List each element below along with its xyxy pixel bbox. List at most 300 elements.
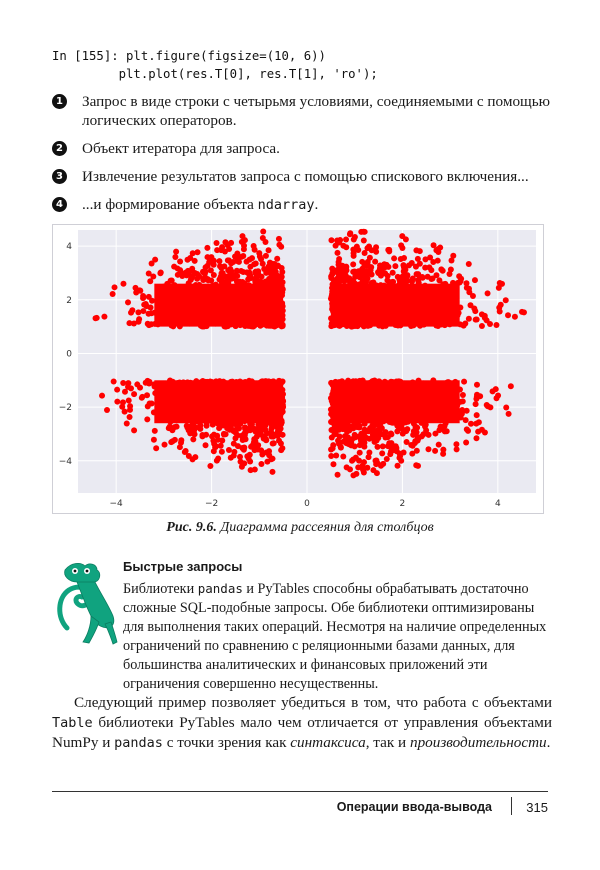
scatter-point [433,394,439,400]
scatter-point [249,409,255,415]
scatter-point [328,315,334,321]
scatter-point [151,437,157,443]
scatter-point [351,318,357,324]
scatter-point [409,318,415,324]
scatter-point [401,449,407,455]
scatter-point [346,275,352,281]
scatter-point [246,272,252,278]
scatter-point [393,384,399,390]
scatter-point [472,308,478,314]
scatter-point [331,398,337,404]
scatter-point [235,314,241,320]
scatter-point [240,269,246,275]
scatter-point [403,427,409,433]
scatter-point [218,308,224,314]
scatter-point [125,299,131,305]
scatter-point [505,312,511,318]
scatter-point [256,392,262,398]
scatter-point [433,321,439,327]
footer-rule [52,791,548,792]
scatter-point [230,289,236,295]
scatter-point [336,415,342,421]
scatter-point [412,440,418,446]
scatter-point [398,242,404,248]
scatter-point [227,295,233,301]
scatter-point [183,448,189,454]
scatter-point [248,382,254,388]
scatter-point [393,392,399,398]
scatter-point [218,274,224,280]
scatter-point [248,416,254,422]
scatter-point [141,302,147,308]
scatter-point [220,281,226,287]
scatter-point [376,270,382,276]
scatter-point [278,426,284,432]
scatter-point [190,436,196,442]
scatter-point [410,409,416,415]
scatter-point [399,276,405,282]
scatter-point [350,261,356,267]
scatter-point [462,321,468,327]
scatter-point [197,426,203,432]
scatter-point [176,286,182,292]
scatter-point [241,447,247,453]
scatter-point [269,469,275,475]
scatter-point [159,411,165,417]
scatter-point [252,318,258,324]
scatter-point [112,284,118,290]
scatter-point [496,305,502,311]
scatter-point [267,260,273,266]
scatter-point [472,277,478,283]
callout-item [52,167,552,186]
scatter-point [157,384,163,390]
scatter-point [131,427,137,433]
scatter-point [386,303,392,309]
scatter-point [368,264,374,270]
scatter-point [364,245,370,251]
scatter-point [187,284,193,290]
note-box [123,557,553,694]
scatter-point [192,454,198,460]
code-block [52,47,378,83]
scatter-point [216,425,222,431]
scatter-point [192,407,198,413]
scatter-point [259,400,265,406]
scatter-point [257,254,263,260]
scatter-point [361,237,367,243]
scatter-point [375,309,381,315]
scatter-point [152,257,158,263]
scatter-point [433,247,439,253]
scatter-point [225,267,231,273]
scatter-point [360,467,366,473]
scatter-point [217,263,223,269]
scatter-point [239,464,245,470]
scatter-point [267,309,273,315]
scatter-point [192,431,198,437]
scatter-point [461,379,467,385]
scatter-point [205,283,211,289]
scatter-point [463,439,469,445]
scatter-point [218,247,224,253]
scatter-point [203,432,209,438]
scatter-point [430,259,436,265]
scatter-point [249,255,255,261]
scatter-point [189,274,195,280]
scatter-point [460,398,466,404]
scatter-point [473,401,479,407]
scatter-point [159,417,165,423]
scatter-point [347,408,353,414]
callout-item [52,195,552,215]
scatter-point [271,321,277,327]
scatter-point [196,273,202,279]
body-paragraph [52,693,552,753]
scatter-point [345,436,351,442]
scatter-point [396,406,402,412]
scatter-point [149,298,155,304]
scatter-point [414,271,420,277]
scatter-point [260,235,266,241]
para-text: библиотеки PyTables мало чем отличается от управления объектами NumPy и [52,714,552,751]
scatter-point [341,386,347,392]
scatter-point [249,394,255,400]
scatter-point [474,412,480,418]
scatter-point [417,381,423,387]
scatter-point [425,446,431,452]
scatter-point [200,408,206,414]
scatter-point [352,443,358,449]
scatter-point [182,289,188,295]
scatter-point [452,379,458,385]
scatter-point [405,395,411,401]
scatter-point [328,237,334,243]
caption-text: Диаграмма рассеяния для столбцов [216,520,434,535]
scatter-point [168,308,174,314]
scatter-point [380,461,386,467]
scatter-point [421,322,427,328]
scatter-point [252,269,258,275]
scatter-point [238,459,244,465]
scatter-point [214,240,220,246]
scatter-point [428,309,434,315]
scatter-point [279,419,285,425]
scatter-point [368,426,374,432]
scatter-point [120,380,126,386]
scatter-point [191,423,197,429]
scatter-point [464,285,470,291]
scatter-point [453,441,459,447]
scatter-point [355,302,361,308]
scatter-point [260,379,266,385]
scatter-point [195,308,201,314]
scatter-point [366,454,372,460]
scatter-point [122,409,128,415]
scatter-point [259,320,265,326]
scatter-point [120,281,126,287]
scatter-point [228,455,234,461]
scatter-point [450,280,456,286]
scatter-point [156,300,162,306]
scatter-point [333,431,339,437]
y-tick-label: 4 [66,242,72,253]
scatter-point [383,412,389,418]
scatter-point [151,409,157,415]
scatter-point [274,285,280,291]
scatter-point [503,297,509,303]
scatter-point [442,281,448,287]
scatter-point [356,424,362,430]
scatter-point [222,286,228,292]
scatter-point [155,310,161,316]
scatter-point [264,295,270,301]
scatter-point [93,315,99,321]
callout-item [52,139,552,158]
scatter-point [473,317,479,323]
scatter-point [413,247,419,253]
scatter-point [243,401,249,407]
scatter-point [425,297,431,303]
scatter-point [179,410,185,416]
scatter-point [329,285,335,291]
scatter-point [422,424,428,430]
scatter-point [420,388,426,394]
scatter-point [399,233,405,239]
scatter-point [401,291,407,297]
scatter-point [207,317,213,323]
callout-marker: 2 [52,141,67,156]
scatter-chart [52,224,544,514]
scatter-point [338,308,344,314]
scatter-point [435,402,441,408]
scatter-point [204,419,210,425]
scatter-point [377,398,383,404]
scatter-point [216,316,222,322]
scatter-point [152,428,158,434]
scatter-point [387,386,393,392]
scatter-point [210,422,216,428]
scatter-point [212,444,218,450]
scatter-point [475,429,481,435]
scatter-point [370,388,376,394]
inline-code: Table [52,715,93,731]
scatter-point [258,461,264,467]
scatter-point [99,393,105,399]
scatter-point [266,279,272,285]
scatter-point [336,239,342,245]
scatter-point [445,386,451,392]
scatter-point [385,318,391,324]
scatter-point [144,416,150,422]
scatter-point [328,453,334,459]
callout-marker: 1 [52,94,67,109]
x-tick-label: 2 [399,499,406,509]
scatter-point [134,381,140,387]
scatter-point [225,422,231,428]
scatter-point [343,237,349,243]
scatter-point [411,303,417,309]
scatter-point [187,309,193,315]
scatter-point [158,290,164,296]
code-line-1: In [155]: plt.figure(figsize=(10, 6)) [52,49,326,63]
scatter-point [267,287,273,293]
scatter-point [162,401,168,407]
scatter-point [484,402,490,408]
scatter-point [171,394,177,400]
scatter-point [494,395,500,401]
caption-label: Рис. 9.6. [166,520,217,535]
scatter-point [251,436,257,442]
scatter-point [353,471,359,477]
scatter-point [379,450,385,456]
scatter-point [126,320,132,326]
callout-text-part: ...и формирование объекта [82,196,258,213]
page-footer [52,797,548,817]
scatter-point [391,403,397,409]
scatter-point [414,448,420,454]
scatter-point [359,308,365,314]
scatter-point [272,304,278,310]
scatter-point [370,467,376,473]
scatter-point [185,296,191,302]
scatter-point [450,253,456,259]
scatter-point [336,283,342,289]
scatter-point [415,311,421,317]
scatter-point [350,269,356,275]
scatter-point [199,395,205,401]
scatter-point [104,407,110,413]
scatter-point [236,254,242,260]
scatter-point [229,395,235,401]
code-line-2: plt.plot(res.T[0], res.T[1], 'ro'); [52,67,378,81]
scatter-point [376,407,382,413]
scatter-point [425,292,431,298]
scatter-point [204,254,210,260]
scatter-point [408,296,414,302]
scatter-point [336,262,342,268]
scatter-point [172,282,178,288]
callout-marker: 3 [52,169,67,184]
scatter-point [360,408,366,414]
lemur-icon [55,558,121,648]
scatter-point [214,433,220,439]
scatter-point [172,254,178,260]
scatter-point [373,458,379,464]
scatter-point [270,414,276,420]
scatter-point [391,255,397,261]
scatter-point [178,389,184,395]
scatter-point [468,421,474,427]
scatter-point [179,383,185,389]
scatter-point [226,389,232,395]
scatter-point [499,281,505,287]
scatter-point [443,298,449,304]
scatter-point [388,380,394,386]
scatter-point [198,290,204,296]
scatter-point [454,446,460,452]
scatter-point [340,421,346,427]
scatter-point [340,454,346,460]
scatter-point [197,318,203,324]
scatter-point [110,291,116,297]
scatter-point [355,247,361,253]
scatter-point [423,398,429,404]
scatter-point [207,306,213,312]
scatter-point [329,301,335,307]
scatter-point [404,388,410,394]
scatter-point [358,229,364,235]
scatter-point [422,256,428,262]
scatter-point [336,441,342,447]
scatter-point [465,428,471,434]
scatter-point [272,385,278,391]
scatter-point [448,267,454,273]
scatter-point [211,272,217,278]
scatter-point [221,431,227,437]
scatter-point [438,315,444,321]
scatter-point [444,310,450,316]
scatter-point [346,391,352,397]
scatter-point [430,414,436,420]
scatter-point [245,312,251,318]
scatter-point [367,410,373,416]
scatter-point [265,268,271,274]
scatter-point [276,312,282,318]
scatter-point [128,310,134,316]
scatter-point [440,268,446,274]
callout-list [52,92,552,224]
scatter-point [233,430,239,436]
scatter-point [242,418,248,424]
scatter-point [193,398,199,404]
scatter-point [131,391,137,397]
scatter-point [420,275,426,281]
scatter-point [432,448,438,454]
scatter-point [435,302,441,308]
scatter-point [503,405,509,411]
scatter-point [430,377,436,383]
scatter-point [338,290,344,296]
scatter-point [214,291,220,297]
scatter-point [127,403,133,409]
scatter-point [224,312,230,318]
scatter-point [236,391,242,397]
scatter-point [226,408,232,414]
para-text: Следующий пример позволяет убедиться в том, что работа с объектами [74,694,552,711]
scatter-point [128,385,134,391]
scatter-point [335,472,341,478]
scatter-point [259,451,265,457]
scatter-point [214,458,220,464]
scatter-point [274,256,280,262]
scatter-point [396,420,402,426]
scatter-point [139,395,145,401]
scatter-point [270,440,276,446]
x-tick-label: −4 [109,499,123,509]
scatter-point [234,300,240,306]
scatter-point [350,456,356,462]
scatter-point [351,294,357,300]
scatter-point [369,417,375,423]
scatter-point [440,447,446,453]
note-body [123,579,553,694]
scatter-point [124,420,130,426]
scatter-point [362,427,368,433]
scatter-point [257,409,263,415]
scatter-point [144,392,150,398]
scatter-point [429,409,435,415]
